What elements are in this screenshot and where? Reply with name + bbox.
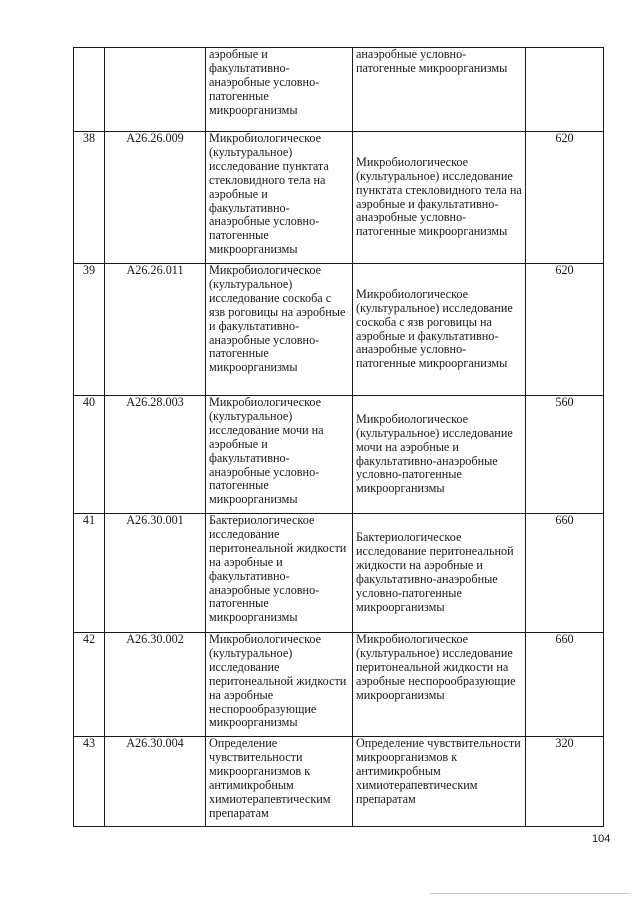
- row-number-cell: 42: [74, 633, 105, 737]
- service-code-cell: A26.26.009: [105, 132, 206, 264]
- table-row: [74, 396, 604, 514]
- table-row: [74, 48, 604, 132]
- row-number-cell: 41: [74, 514, 105, 633]
- row-number-cell: 40: [74, 396, 105, 514]
- service-short-name-cell: аэробные и факультативно-анаэробные условно-патогенные микроорганизмы: [206, 48, 353, 132]
- table-row: [74, 264, 604, 396]
- service-full-name-cell: Микробиологическое (культуральное) исследование перитонеальной жидкости на аэробные неспорообразующие микроорганизмы: [353, 633, 526, 737]
- services-price-table: [73, 47, 604, 827]
- service-code-cell: A26.28.003: [105, 396, 206, 514]
- table-row: [74, 633, 604, 737]
- page-number: 104: [592, 833, 611, 845]
- row-number-cell: 38: [74, 132, 105, 264]
- table-row: [74, 514, 604, 633]
- service-full-name-cell: Микробиологическое (культуральное) исследование мочи на аэробные и факультативно-анаэробные условно-патогенные микроорганизмы: [353, 396, 526, 514]
- service-short-name-cell: Микробиологическое (культуральное) исследование мочи на аэробные и факультативно-анаэробные условно-патогенные микроорганизмы: [206, 396, 353, 514]
- row-number-cell: [74, 48, 105, 132]
- service-code-cell: A26.30.004: [105, 737, 206, 827]
- service-short-name-cell: Бактериологическое исследование перитонеальной жидкости на аэробные и факультативно-анаэробные условно-патогенные микроорганизмы: [206, 514, 353, 633]
- table-row: [74, 737, 604, 827]
- service-price-cell: [526, 48, 604, 132]
- service-full-name-cell: Микробиологическое (культуральное) исследование соскоба с язв роговицы на аэробные и факультативно-анаэробные условно-патогенные микроорганизмы: [353, 264, 526, 396]
- service-short-name-cell: Микробиологическое (культуральное) исследование перитонеальной жидкости на аэробные неспорообразующие микроорганизмы: [206, 633, 353, 737]
- service-full-name-cell: анаэробные условно-патогенные микроорганизмы: [353, 48, 526, 132]
- service-price-cell: 620: [526, 264, 604, 396]
- service-price-cell: 620: [526, 132, 604, 264]
- service-price-cell: 660: [526, 514, 604, 633]
- service-code-cell: A26.30.002: [105, 633, 206, 737]
- service-price-cell: 320: [526, 737, 604, 827]
- service-price-cell: 560: [526, 396, 604, 514]
- service-short-name-cell: Микробиологическое (культуральное) исследование пунктата стекловидного тела на аэробные и факультативно-анаэробные условно-патогенные микроорганизмы: [206, 132, 353, 264]
- service-full-name-cell: Определение чувствительности микроорганизмов к антимикробным химиотерапевтическим препаратам: [353, 737, 526, 827]
- scan-edge-line: [430, 893, 630, 894]
- row-number-cell: 43: [74, 737, 105, 827]
- service-full-name-cell: Бактериологическое исследование перитонеальной жидкости на аэробные и факультативно-анаэробные условно-патогенные микроорганизмы: [353, 514, 526, 633]
- service-code-cell: A26.30.001: [105, 514, 206, 633]
- row-number-cell: 39: [74, 264, 105, 396]
- service-short-name-cell: Микробиологическое (культуральное) исследование соскоба с язв роговицы на аэробные и факультативно-анаэробные условно-патогенные микроорганизмы: [206, 264, 353, 396]
- service-price-cell: 660: [526, 633, 604, 737]
- service-code-cell: [105, 48, 206, 132]
- table-row: [74, 132, 604, 264]
- service-full-name-cell: Микробиологическое (культуральное) исследование пунктата стекловидного тела на аэробные и факультативно-анаэробные условно-патогенные микроорганизмы: [353, 132, 526, 264]
- service-code-cell: A26.26.011: [105, 264, 206, 396]
- service-short-name-cell: Определение чувствительности микроорганизмов к антимикробным химиотерапевтическим препаратам: [206, 737, 353, 827]
